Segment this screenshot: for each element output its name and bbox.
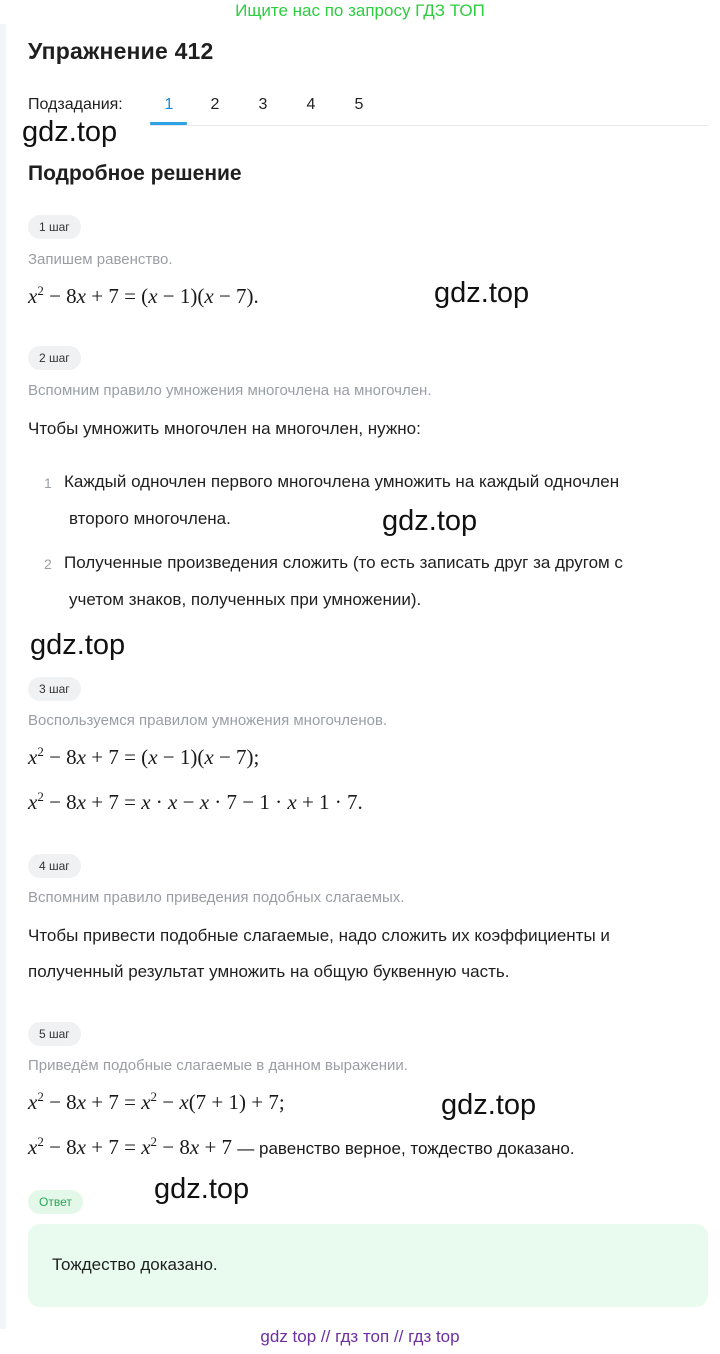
tab-4[interactable]: 4 (306, 96, 316, 113)
watermark: gdz.top (22, 116, 118, 148)
list-item: Полученные произведения сложить (то есть записать друг за другом с (64, 553, 623, 572)
step-hint: Вспомним правило умножения многочлена на многочлен. (28, 382, 432, 399)
watermark: gdz.top (154, 1173, 250, 1205)
step-text: полученный результат умножить на общую буквенную часть. (28, 962, 510, 981)
step-badge: 1 шаг (28, 215, 81, 239)
step-badge: 2 шаг (28, 346, 81, 370)
math-conclusion: — равенство верное, тождество доказано. (237, 1139, 575, 1158)
step-badge: 3 шаг (28, 677, 81, 701)
tab-2[interactable]: 2 (210, 96, 220, 113)
math-equation: $x^2 - 8x + 7 = x^2 - x(7 + 1) + 7$; (28, 1089, 285, 1114)
watermark: gdz.top (434, 277, 530, 309)
left-rule (0, 24, 6, 1329)
math-equation: $x^2 - 8x + 7 = (x - 1)(x - 7)$; (28, 744, 260, 769)
watermark: gdz.top (441, 1089, 537, 1121)
page-title: Упражнение 412 (28, 38, 214, 64)
answer-text: Тождество доказано. (52, 1255, 218, 1274)
math-equation: $x^2 - 8x + 7 = x \cdot x - x \cdot 7 - 1 \cdot x + 1 \cdot 7$. (28, 789, 363, 814)
list-number: 2 (44, 556, 52, 572)
step-hint: Запишем равенство. (28, 251, 173, 268)
math-equation: $x^2 - 8x + 7 = x^2 - 8x + 7$ — равенство верное, тождество доказано. (28, 1134, 575, 1159)
step-text: Чтобы умножить многочлен на многочлен, нужно: (28, 419, 421, 438)
step-hint: Приведём подобные слагаемые в данном выражении. (28, 1057, 408, 1074)
watermark: gdz.top (30, 629, 126, 661)
tab-3[interactable]: 3 (258, 96, 268, 113)
subtasks-label: Подзадания: (28, 96, 123, 113)
math-equation: $x^2 - 8x + 7 = (x - 1)(x - 7)$. (28, 283, 259, 308)
list-number: 1 (44, 475, 52, 491)
tabs-divider (150, 125, 708, 126)
answer-badge: Ответ (28, 1190, 83, 1214)
step-hint: Вспомним правило приведения подобных слагаемых. (28, 889, 405, 906)
footer-links[interactable]: gdz top // гдз топ // гдз top (260, 1327, 460, 1346)
step-text: Чтобы привести подобные слагаемые, надо сложить их коэффициенты и (28, 926, 610, 945)
tab-1[interactable]: 1 (164, 96, 174, 113)
list-item: Каждый одночлен первого многочлена умножить на каждый одночлен (64, 472, 620, 491)
top-banner: Ищите нас по запросу ГДЗ ТОП (235, 1, 485, 20)
section-title: Подробное решение (28, 162, 242, 185)
list-item: второго многочлена. (69, 509, 231, 528)
list-item: учетом знаков, полученных при умножении). (69, 590, 422, 609)
tab-5[interactable]: 5 (354, 96, 364, 113)
step-badge: 4 шаг (28, 854, 81, 878)
step-badge: 5 шаг (28, 1022, 81, 1046)
watermark: gdz.top (382, 505, 478, 537)
step-hint: Воспользуемся правилом умножения многочленов. (28, 712, 388, 729)
